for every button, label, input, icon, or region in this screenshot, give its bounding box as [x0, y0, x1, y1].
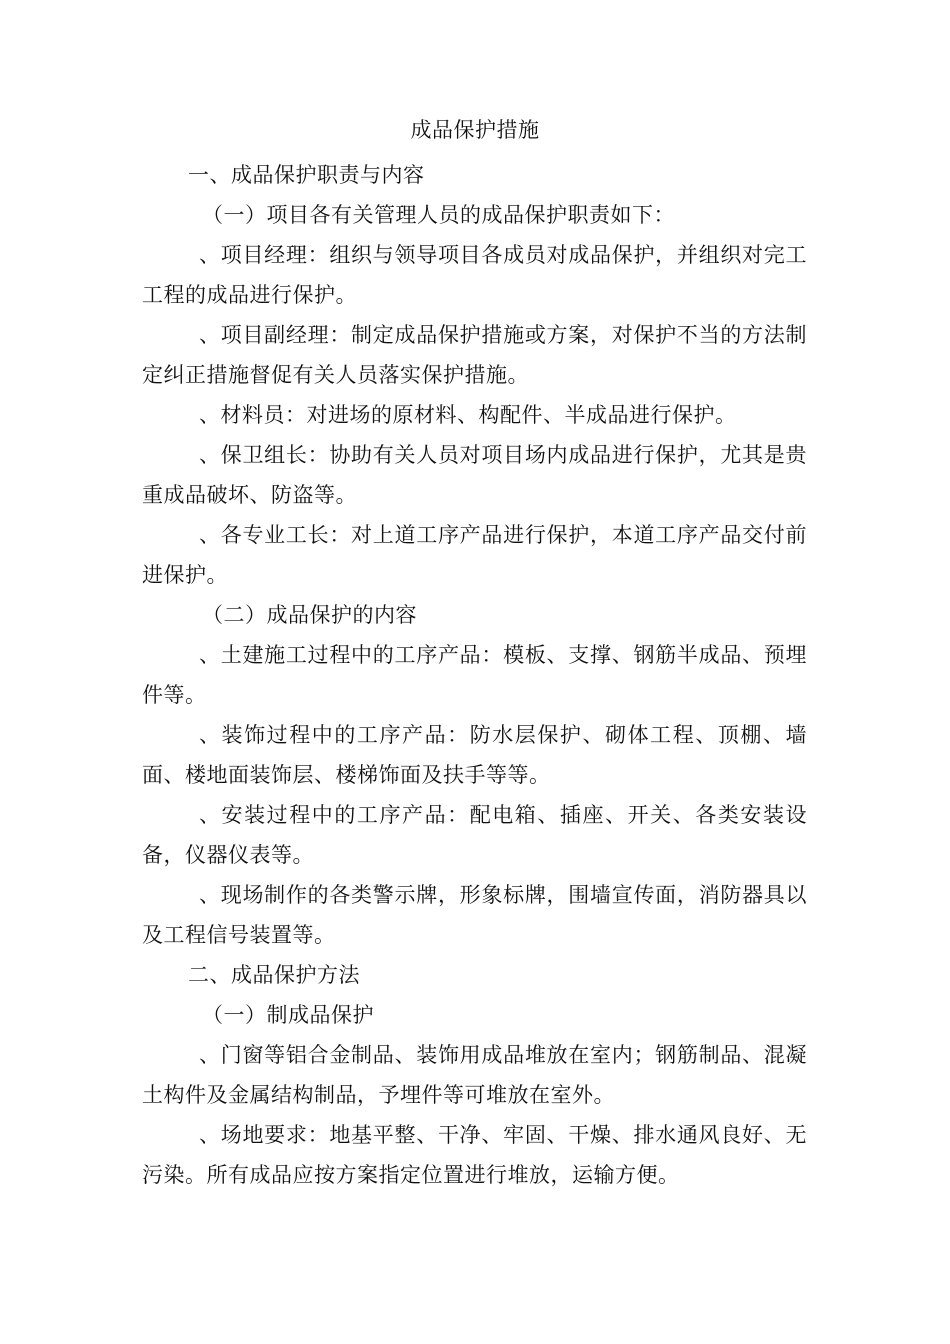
document-title: 成品保护措施 — [410, 118, 540, 142]
document-body — [142, 155, 807, 1195]
list-item: 、安装过程中的工序产品：配电箱、插座、开关、各类安装设备，仪器仪表等。 — [142, 803, 807, 867]
section-heading: 一、成品保护职责与内容 — [188, 163, 425, 187]
list-item: 、门窗等铝合金制品、装饰用成品堆放在室内；钢筋制品、混凝土构件及金属结构制品，予埋件等可堆放在室外。 — [142, 1043, 807, 1107]
list-item: 、各专业工长：对上道工序产品进行保护，本道工序产品交付前进保护。 — [142, 523, 807, 587]
list-item: 、装饰过程中的工序产品：防水层保护、砌体工程、顶棚、墙面、楼地面装饰层、楼梯饰面及扶手等等。 — [142, 723, 807, 787]
subsection-heading: （二）成品保护的内容 — [202, 603, 417, 627]
list-item: 、保卫组长：协助有关人员对项目场内成品进行保护，尤其是贵重成品破坏、防盗等。 — [142, 443, 807, 507]
list-item: 、项目经理：组织与领导项目各成员对成品保护，并组织对完工工程的成品进行保护。 — [142, 243, 807, 307]
list-item: 、项目副经理：制定成品保护措施或方案，对保护不当的方法制定纠正措施督促有关人员落实保护措施。 — [142, 323, 807, 387]
list-item: 、现场制作的各类警示牌，形象标牌，围墙宣传面，消防器具以及工程信号装置等。 — [142, 883, 807, 947]
section-heading: 二、成品保护方法 — [188, 963, 360, 987]
subsection-heading: （一）制成品保护 — [202, 1003, 374, 1027]
subsection-heading: （一）项目各有关管理人员的成品保护职责如下： — [202, 203, 675, 227]
list-item: 、场地要求：地基平整、干净、牢固、干燥、排水通风良好、无污染。所有成品应按方案指定位置进行堆放，运输方便。 — [142, 1123, 807, 1187]
list-item: 、土建施工过程中的工序产品：模板、支撑、钢筋半成品、预埋件等。 — [142, 643, 807, 707]
list-item: 、材料员：对进场的原材料、构配件、半成品进行保护。 — [199, 403, 737, 427]
